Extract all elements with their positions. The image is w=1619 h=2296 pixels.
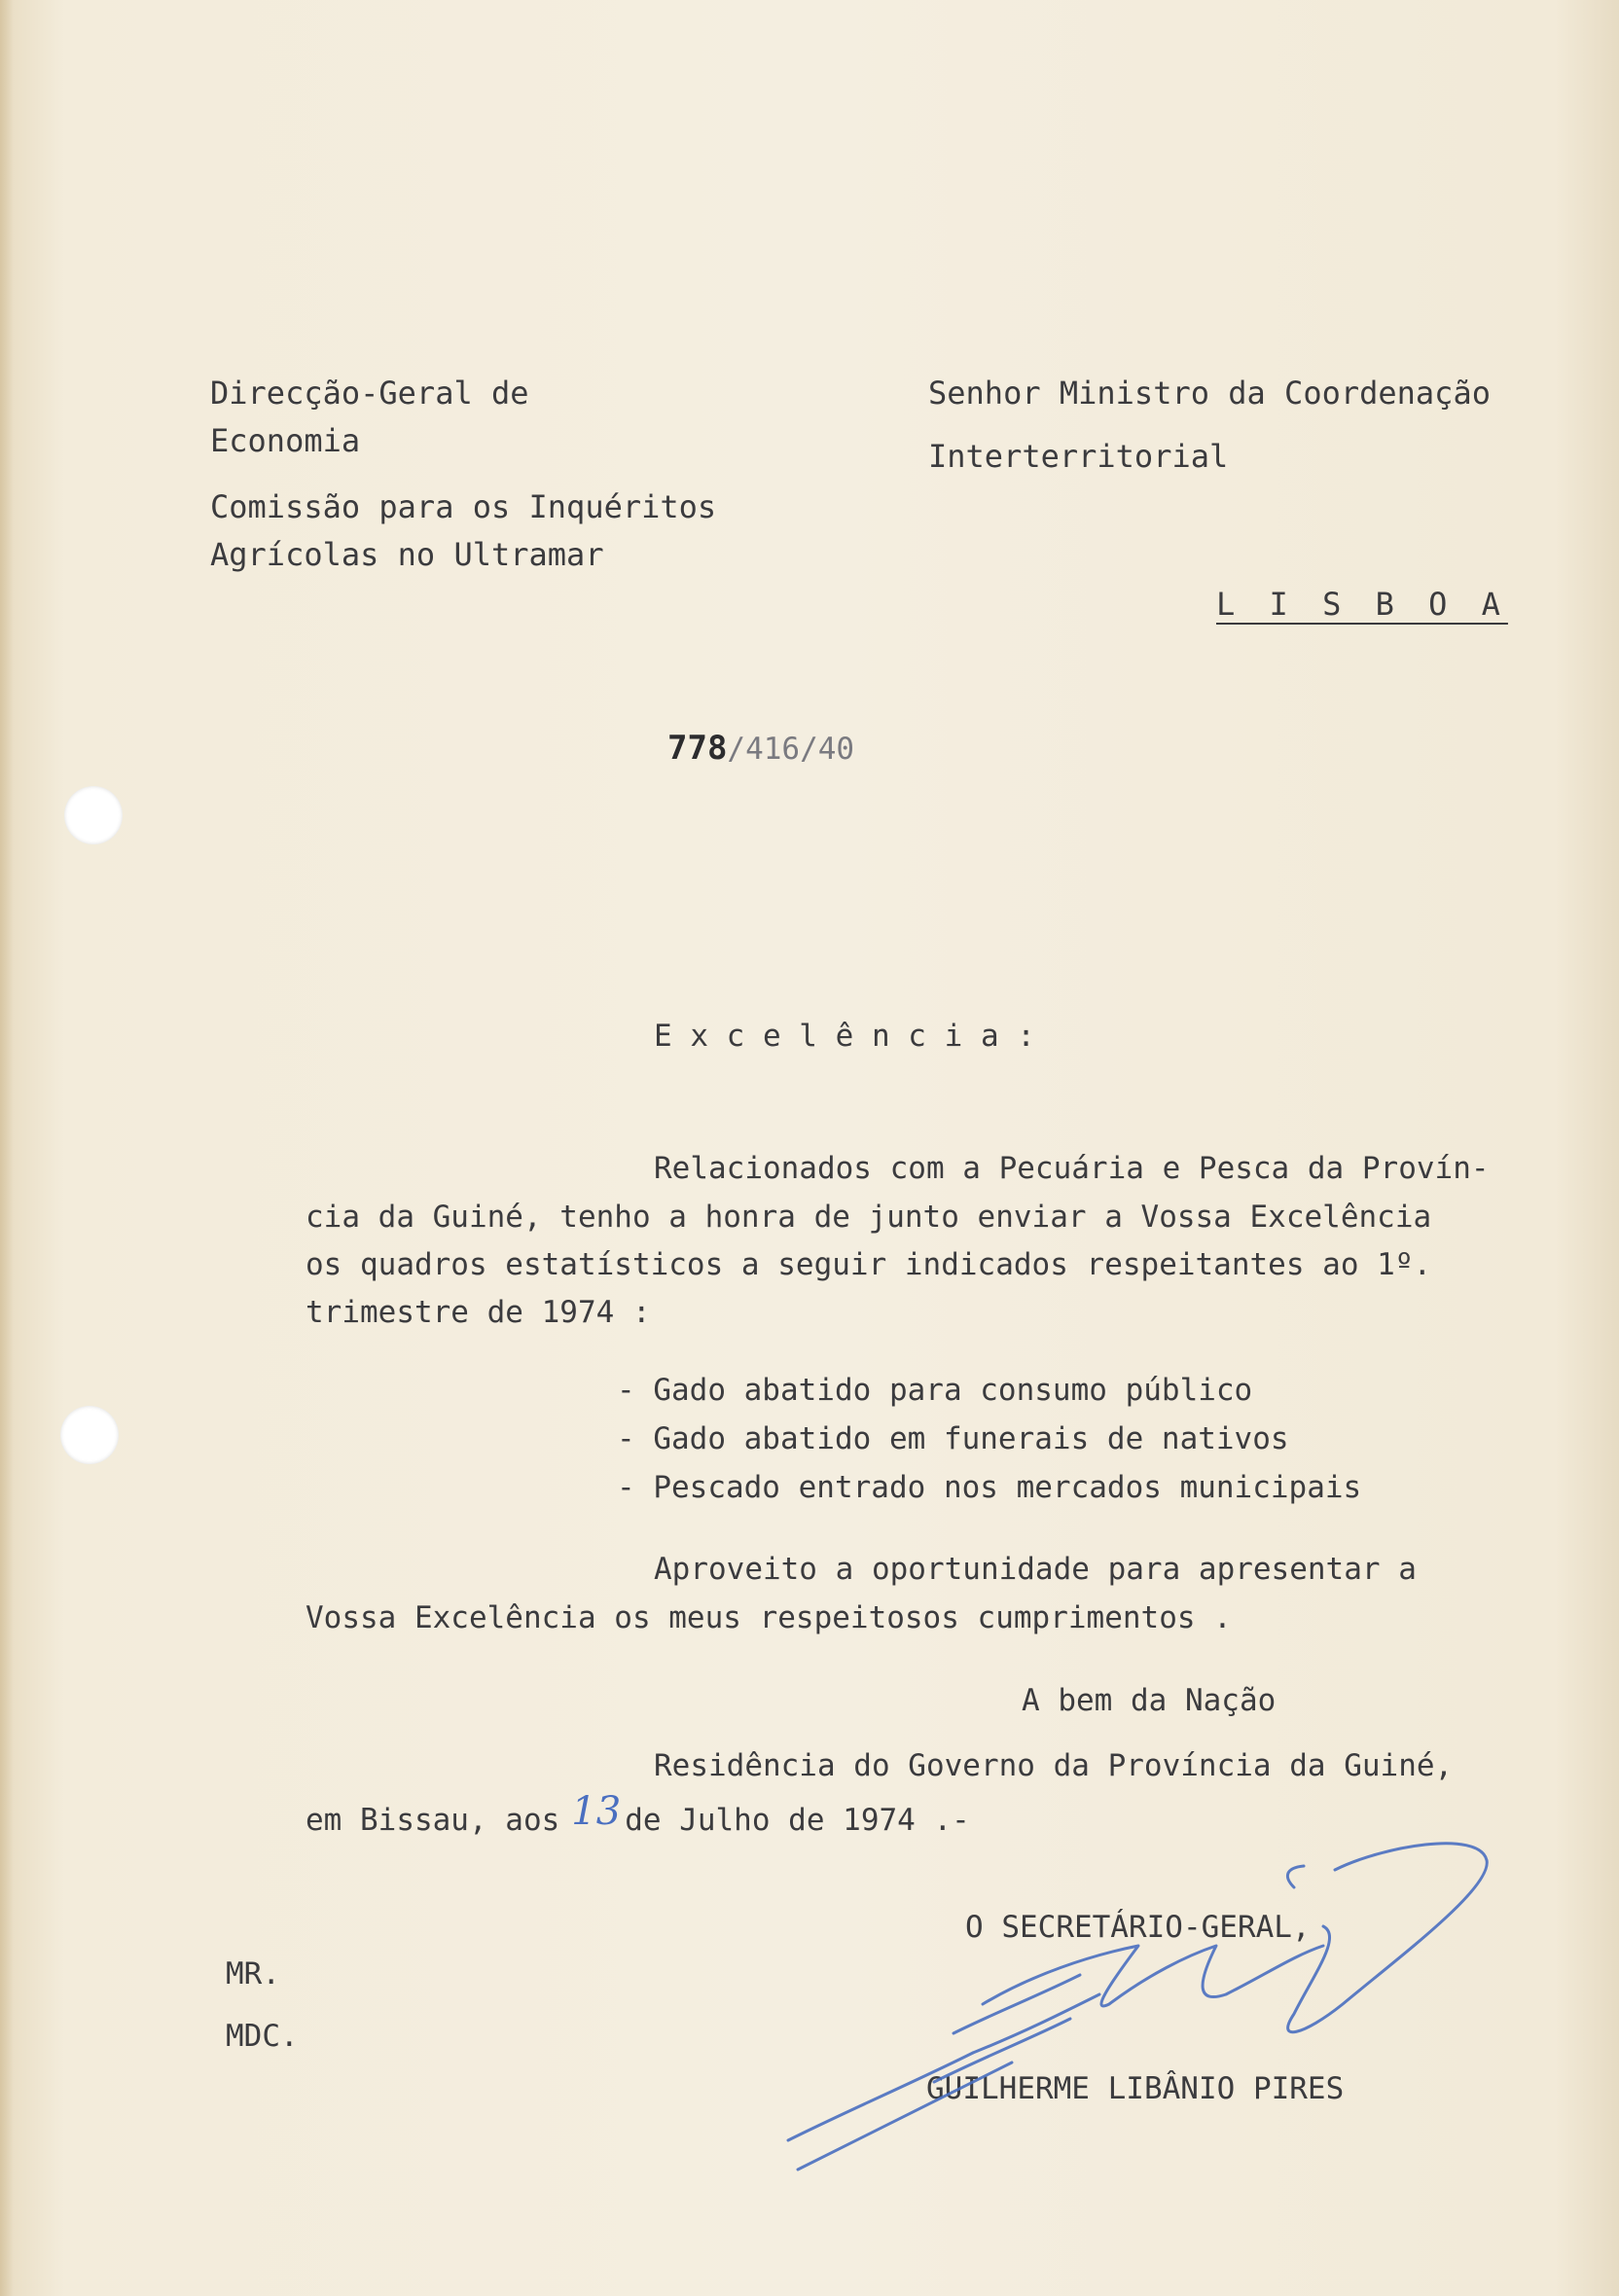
list-item: - Gado abatido para consumo público xyxy=(617,1373,1253,1408)
body-p1-line-1: Relacionados com a Pecuária e Pesca da Provín- xyxy=(654,1151,1490,1186)
list-item: - Gado abatido em funerais de nativos xyxy=(617,1421,1289,1456)
signatory-name: GUILHERME LIBÂNIO PIRES xyxy=(926,2071,1345,2106)
reference-stamp-number: 778 xyxy=(667,729,728,768)
closing-motto: A bem da Nação xyxy=(1022,1683,1277,1718)
body-p1-line-2: cia da Guiné, tenho a honra de junto enviar a Vossa Excelência xyxy=(306,1200,1432,1235)
sender-line-1: Direcção-Geral de xyxy=(210,375,529,412)
closing-date-suffix: de Julho de 1974 .- xyxy=(625,1803,970,1838)
handwritten-day: 13 xyxy=(571,1789,622,1834)
initials-line-1: MR. xyxy=(226,1956,280,1991)
sender-line-2: Economia xyxy=(210,422,361,459)
closing-place-line: Residência do Governo da Província da Guiné, xyxy=(654,1748,1454,1783)
recipient-line-2: Interterritorial xyxy=(928,438,1229,475)
recipient-line-1: Senhor Ministro da Coordenação xyxy=(928,375,1491,412)
body-p1-line-3: os quadros estatísticos a seguir indicados respeitantes ao 1º. xyxy=(306,1247,1432,1282)
signatory-title: O SECRETÁRIO-GERAL, xyxy=(965,1910,1311,1945)
closing-date-prefix: em Bissau, aos xyxy=(306,1803,560,1838)
salutation: E x c e l ê n c i a : xyxy=(654,1019,1035,1054)
recipient-city: L I S B O A xyxy=(1216,586,1508,623)
body-p2-line-2: Vossa Excelência os meus respeitosos cumprimentos . xyxy=(306,1600,1232,1635)
reference-rest: /416/40 xyxy=(727,732,855,767)
body-p1-line-4: trimestre de 1974 : xyxy=(306,1295,651,1330)
list-item: - Pescado entrado nos mercados municipais xyxy=(617,1470,1362,1505)
sender-line-3: Comissão para os Inquéritos xyxy=(210,488,717,525)
sender-line-4: Agrícolas no Ultramar xyxy=(210,536,604,573)
body-p2-line-1: Aproveito a oportunidade para apresentar a xyxy=(654,1552,1417,1587)
initials-line-2: MDC. xyxy=(226,2019,299,2054)
